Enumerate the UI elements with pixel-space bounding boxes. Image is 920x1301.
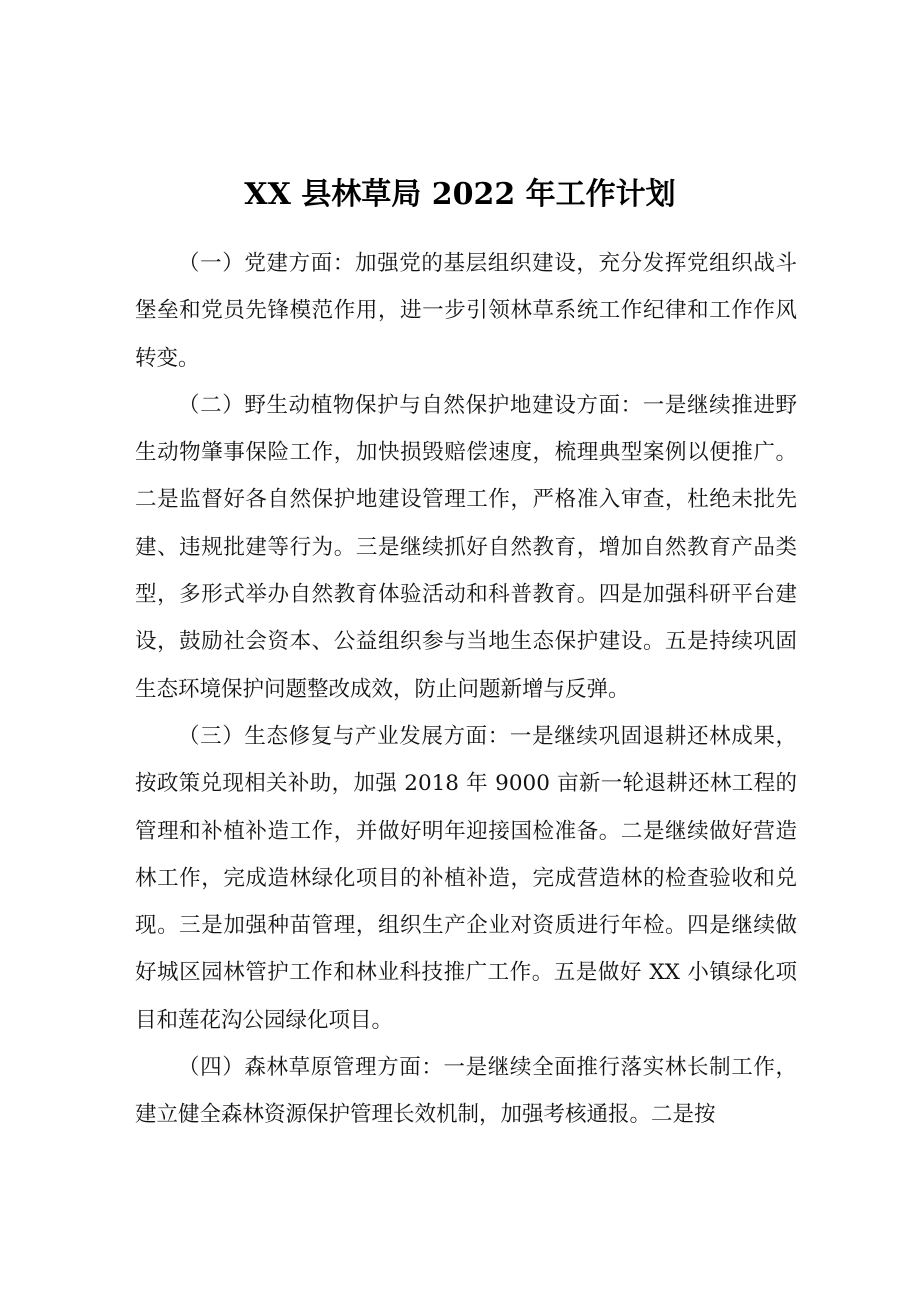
paragraph-party-building: （一）党建方面：加强党的基层组织建设，充分发挥党组织战斗堡垒和党员先锋模范作用，进一步引领林草系统工作纪律和工作作风转变。 xyxy=(135,251,797,371)
paragraph-forest-grassland-management: （四）森林草原管理方面：一是继续全面推行落实林长制工作，建立健全森林资源保护管理长效机制，加强考核通报。二是按 xyxy=(135,1055,797,1128)
document-body xyxy=(135,240,797,1139)
paragraph-wildlife-protection: （二）野生动植物保护与自然保护地建设方面：一是继续推进野生动物肇事保险工作，加快损毁赔偿速度，梳理典型案例以便推广。二是监督好各自然保护地建设管理工作，严格准入审查，杜绝未批先建、违规批建等行为。三是继续抓好自然教育，增加自然教育产品类型，多形式举办自然教育体验活动和科普教育。四是加强科研平台建设，鼓励社会资本、公益组织参与当地生态保护建设。五是持续巩固生态环境保护问题整改成效，防止问题新增与反弹。 xyxy=(135,392,797,702)
paragraph-ecological-restoration: （三）生态修复与产业发展方面：一是继续巩固退耕还林成果，按政策兑现相关补助，加强 2018 年 9000 亩新一轮退耕还林工程的管理和补植补造工作，并做好明年迎接国检准备。二是继续做好营造林工作，完成造林绿化项目的补植补造，完成营造林的检查验收和兑现。三是加强种苗管理，组织生产企业对资质进行年检。四是继续做好城区园林管护工作和林业科技推广工作。五是做好 XX 小镇绿化项目和莲花沟公园绿化项目。 xyxy=(135,723,797,1033)
document-title: XX 县林草局 2022 年工作计划 xyxy=(244,177,676,212)
